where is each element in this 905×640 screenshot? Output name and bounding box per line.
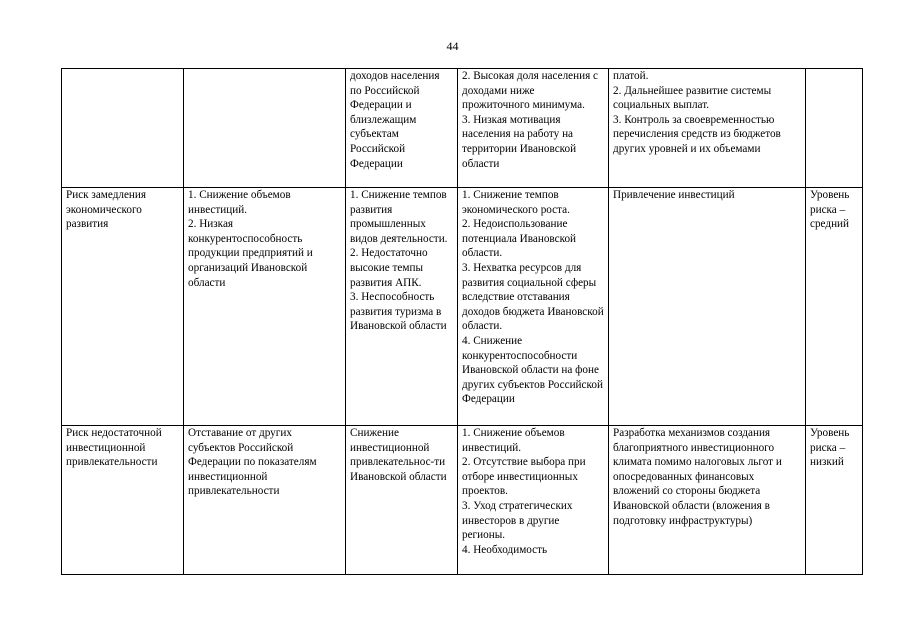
table-row bbox=[62, 69, 863, 188]
risk-consequences-cell: 1. Снижение объемов инвестиций. 2. Отсутствие выбора при отборе инвестиционных проектов. 3. Уход стратегических инвесторов в другие регионы. 4. Необходимость bbox=[458, 426, 609, 575]
risk-measures-cell: Привлечение инвестиций bbox=[609, 188, 806, 426]
risk-level-cell bbox=[806, 69, 863, 188]
risk-reasons-cell bbox=[184, 69, 346, 188]
risk-name-cell: Риск недостаточной инвестиционной привлекательности bbox=[62, 426, 184, 575]
risk-level-cell: Уровень риска – низкий bbox=[806, 426, 863, 575]
risk-name-cell: Риск замедления экономического развития bbox=[62, 188, 184, 426]
risk-consequences-cell: 1. Снижение темпов экономического роста. 2. Недоиспользование потенциала Ивановской области. 3. Нехватка ресурсов для развития социальной сферы вследствие отставания доходов бюджета Ивановской области. 4. Снижение конкурентоспособности Ивановской области на фоне других субъектов Российской Федерации bbox=[458, 188, 609, 426]
risk-reasons-cell: Отставание от других субъектов Российской Федерации по показателям инвестиционной привлекательности bbox=[184, 426, 346, 575]
risk-level-cell: Уровень риска – средний bbox=[806, 188, 863, 426]
risk-consequences-cell: 2. Высокая доля населения с доходами ниже прожиточного минимума. 3. Низкая мотивация населения на работу на территории Ивановской области bbox=[458, 69, 609, 188]
risk-measures-cell: платой. 2. Дальнейшее развитие системы социальных выплат. 3. Контроль за своевременностью перечисления средств из бюджетов других уровней и их объемами bbox=[609, 69, 806, 188]
risk-name-cell bbox=[62, 69, 184, 188]
risk-effects-cell: 1. Снижение темпов развития промышленных видов деятельности. 2. Недостаточно высокие темпы развития АПК. 3. Неспособность развития туризма в Ивановской области bbox=[346, 188, 458, 426]
risk-effects-cell: Снижение инвестиционной привлекательнос-ти Ивановской области bbox=[346, 426, 458, 575]
table-row bbox=[62, 188, 863, 426]
table-row bbox=[62, 426, 863, 575]
risk-table bbox=[61, 68, 863, 575]
risk-measures-cell: Разработка механизмов создания благоприятного инвестиционного климата помимо налоговых льгот и опосредованных финансовых вложений со стороны бюджета Ивановской области (вложения в подготовку инфраструктуры) bbox=[609, 426, 806, 575]
risk-effects-cell: доходов населения по Российской Федерации и близлежащим субъектам Российской Федерации bbox=[346, 69, 458, 188]
page-number: 44 bbox=[446, 39, 459, 53]
risk-reasons-cell: 1. Снижение объемов инвестиций. 2. Низкая конкурентоспособность продукции предприятий и организаций Ивановской области bbox=[184, 188, 346, 426]
